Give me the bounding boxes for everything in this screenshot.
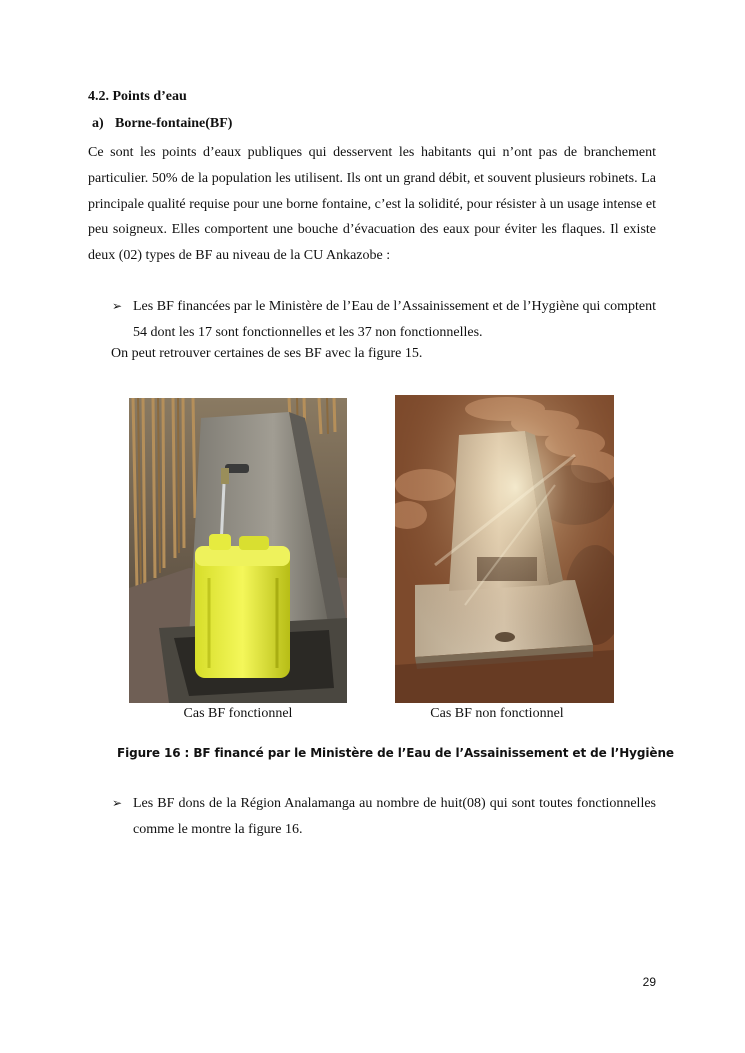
bullet-text: Les BF financées par le Ministère de l’Eau de l’Assainissement et de l’Hygiène qui comptent 54 dont les 17 sont fonctionnelles et les 37 non fonctionnelles.	[133, 299, 656, 340]
caption-non-functional: Cas BF non fonctionnel	[430, 706, 564, 721]
subsection-title: Borne-fontaine(BF)	[115, 116, 233, 131]
page-number: 29	[642, 975, 656, 989]
intro-paragraph: Ce sont les points d’eaux publiques qui desservent les habitants qui n’ont pas de branchement particulier. 50% de la population les utilisent. Ils ont un grand débit, et souvent plusieurs robinets. La principale qualité requise pour une borne fontaine, c’est la solidité, pour résister à un usage intense et peu soigneux. Elles comportent une bouche d’évacuation des eaux pour éviter les flaques. Il existe deux (02) types de BF au niveau de la CU Ankazobe :	[88, 145, 656, 264]
caption-functional: Cas BF fonctionnel	[183, 706, 293, 721]
photo-functional-fountain	[129, 398, 347, 703]
bullet-item	[112, 294, 656, 346]
section-heading: 4.2. Points d’eau	[88, 89, 187, 104]
figure-title: Figure 16 : BF financé par le Ministère de l’Eau de l’Assainissement et de l’Hygiène	[117, 746, 674, 760]
subsection-heading	[92, 116, 232, 132]
arrow-bullet-icon: ➢	[112, 299, 123, 313]
figure-reference-note: On peut retrouver certaines de ses BF avec la figure 15.	[111, 346, 423, 361]
arrow-bullet-icon: ➢	[112, 796, 123, 810]
subsection-number: a)	[92, 116, 104, 131]
bullet-item	[112, 791, 656, 843]
photo-non-functional-fountain	[395, 395, 614, 703]
bullet-text: Les BF dons de la Région Analamanga au nombre de huit(08) qui sont toutes fonctionnelles comme le montre la figure 16.	[133, 796, 656, 837]
